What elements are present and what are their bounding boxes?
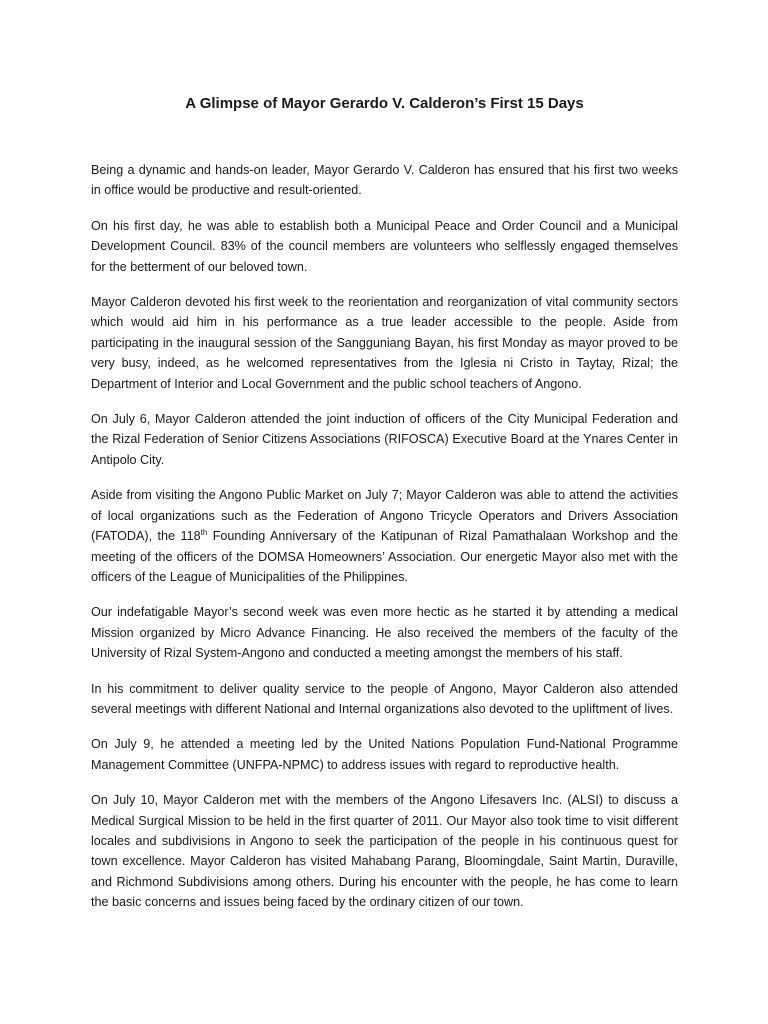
paragraph-first-day: On his first day, he was able to establish both a Municipal Peace and Order Council and a Municipal Development Council. 83% of the council members are volunteers who selflessly engaged themselves for the betterment of our beloved town.: [91, 218, 678, 274]
paragraph-first-week: Mayor Calderon devoted his first week to the reorientation and reorganization of vital community sectors which would aid him in his performance as a true leader accessible to the people. Aside from participating in the inaugural session of the Sangguniang Bayan, his first Monday as mayor proved to be very busy, indeed, as he welcomed representatives from the Iglesia ni Cristo in Taytay, Rizal; the Department of Interior and Local Government and the public school teachers of Angono.: [91, 295, 678, 391]
paragraph-july-9: On July 9, he attended a meeting led by the United Nations Population Fund-National Programme Management Committee (UNFPA-NPMC) to address issues with regard to reproductive health.: [91, 737, 678, 772]
paragraph-july-10: On July 10, Mayor Calderon met with the members of the Angono Lifesavers Inc. (ALSI) to discuss a Medical Surgical Mission to be held in the first quarter of 2011. Our Mayor also took time to visit different locales and subdivisions in Angono to seek the participation of the people in his continuous quest for town excellence. Mayor Calderon has visited Mahabang Parang, Bloomingdale, Saint Martin, Duraville, and Richmond Subdivisions among others. During his encounter with the people, he has come to learn the basic concerns and issues being faced by the ordinary citizen of our town.: [91, 793, 678, 910]
paragraph-july-7-after: Founding Anniversary of the Katipunan of Rizal Pamathalaan Workshop and the meeting of the officers of the DOMSA Homeowners’ Association. Our energetic Mayor also met with the officers of the League of Municipalities of the Philippines.: [91, 529, 679, 584]
paragraph-july-7-before: Aside from visiting the Angono Public Market on July 7; Mayor Calderon was able to attend the activities of local organizations such as the Federation of Angono Tricycle Operators and Drivers Association (FATODA), the 118: [91, 488, 678, 544]
paragraph-july-7: [91, 485, 678, 587]
paragraph-second-week: Our indefatigable Mayor’s second week was even more hectic as he started it by attending a medical Mission organized by Micro Advance Financing. He also received the members of the faculty of the University of Rizal System-Angono and conducted a meeting amongst the members of his staff.: [91, 605, 678, 661]
paragraph-july-6: On July 6, Mayor Calderon attended the joint induction of officers of the City Municipal Federation and the Rizal Federation of Senior Citizens Associations (RIFOSCA) Executive Board at the Ynares Center in Antipolo City.: [91, 412, 678, 467]
document-page: [91, 94, 678, 928]
paragraph-intro: Being a dynamic and hands-on leader, Mayor Gerardo V. Calderon has ensured that his first two weeks in office would be productive and result-oriented.: [91, 163, 678, 198]
document-title: A Glimpse of Mayor Gerardo V. Calderon’s First 15 Days: [185, 95, 584, 112]
ordinal-superscript: th: [200, 527, 208, 537]
paragraph-commitment: In his commitment to deliver quality service to the people of Angono, Mayor Calderon also attended several meetings with different National and Internal organizations also devoted to the upliftment of lives.: [91, 681, 678, 716]
